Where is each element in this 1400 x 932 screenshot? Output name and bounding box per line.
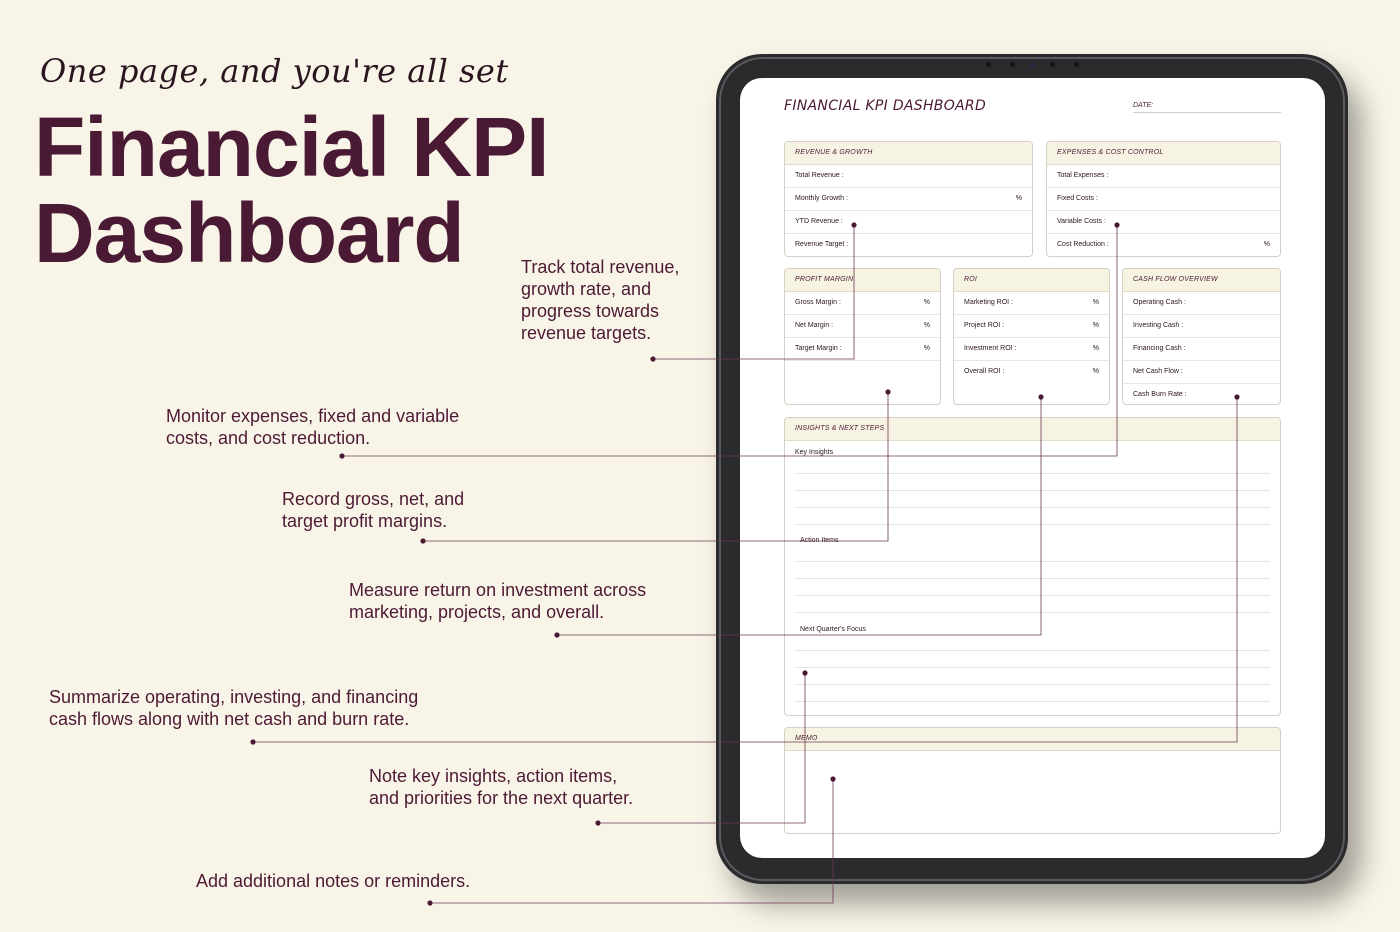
field-label: Gross Margin : (795, 299, 841, 306)
insights-panel (784, 417, 1281, 716)
writing-line[interactable] (795, 561, 1270, 562)
revenue-field-growth[interactable] (785, 188, 1032, 211)
key-insights-label: Key Insights (795, 449, 834, 456)
title-line-2: Dashboard (34, 186, 464, 280)
writing-line[interactable] (795, 473, 1270, 474)
field-unit: % (1015, 195, 1022, 202)
roi-field-marketing[interactable] (954, 292, 1109, 315)
callout-text: Measure return on investment across (349, 580, 647, 600)
callout-text: Summarize operating, investing, and financing (49, 687, 419, 707)
tablet-device (716, 54, 1348, 884)
roi-field-project[interactable] (954, 315, 1109, 338)
margin-field-blank[interactable] (785, 361, 940, 383)
field-unit: % (923, 322, 930, 329)
connector-dot (339, 453, 344, 458)
expenses-field-fixed[interactable] (1047, 188, 1280, 211)
field-label: Financing Cash : (1133, 345, 1186, 352)
field-label: Total Expenses : (1057, 172, 1109, 179)
field-label: Total Revenue : (795, 172, 844, 179)
callout-insights (369, 765, 633, 809)
callout-memo (196, 870, 470, 892)
callout-text: Record gross, net, and (282, 489, 465, 509)
field-label: Marketing ROI : (964, 299, 1014, 306)
connector-dot (250, 739, 255, 744)
title-line-1: Financial KPI (34, 100, 549, 194)
callout-expenses (166, 405, 459, 449)
writing-line[interactable] (795, 524, 1270, 525)
margin-field-target[interactable] (785, 338, 940, 361)
memo-area[interactable] (785, 751, 1280, 833)
memo-panel (784, 727, 1281, 834)
cash-field-net[interactable] (1123, 361, 1280, 384)
field-unit: % (923, 299, 930, 306)
cash-field-investing[interactable] (1123, 315, 1280, 338)
callout-text: costs, and cost reduction. (166, 428, 371, 448)
expenses-field-total[interactable] (1047, 165, 1280, 188)
writing-line[interactable] (795, 684, 1270, 685)
action-items-label: Action Items (800, 537, 839, 544)
panel-header: PROFIT MARGIN (785, 269, 940, 292)
expenses-panel (1046, 141, 1281, 257)
panel-header: REVENUE & GROWTH (785, 142, 1032, 165)
revenue-field-target[interactable] (785, 234, 1032, 256)
callout-cashflow (49, 686, 418, 730)
callout-text: target profit margins. (282, 511, 448, 531)
field-label: Variable Costs : (1057, 218, 1106, 225)
callout-margin (282, 488, 464, 532)
field-label: Fixed Costs : (1057, 195, 1098, 202)
callout-text: marketing, projects, and overall. (349, 602, 605, 622)
revenue-field-ytd[interactable] (785, 211, 1032, 234)
cash-flow-panel (1122, 268, 1281, 405)
field-label: Monthly Growth : (795, 195, 848, 202)
field-unit: % (1092, 299, 1099, 306)
writing-line[interactable] (795, 507, 1270, 508)
field-unit: % (1092, 322, 1099, 329)
callout-text: growth rate, and (521, 279, 652, 299)
roi-field-overall[interactable] (954, 361, 1109, 383)
writing-line[interactable] (795, 490, 1270, 491)
writing-line[interactable] (795, 612, 1270, 613)
expenses-field-variable[interactable] (1047, 211, 1280, 234)
camera-icon (986, 62, 1096, 68)
callout-text: revenue targets. (521, 323, 652, 343)
field-label: Cost Reduction : (1057, 241, 1109, 248)
panel-header: INSIGHTS & NEXT STEPS (785, 418, 1280, 441)
connector-dot (427, 900, 432, 905)
cash-field-burn[interactable] (1123, 384, 1280, 405)
page-title (34, 100, 549, 280)
writing-line[interactable] (795, 667, 1270, 668)
cash-field-financing[interactable] (1123, 338, 1280, 361)
callout-revenue (521, 256, 679, 344)
field-label: YTD Revenue : (795, 218, 843, 225)
document-title: FINANCIAL KPI DASHBOARD (784, 98, 987, 114)
connector-dot (554, 632, 559, 637)
revenue-panel (784, 141, 1033, 257)
field-unit: % (1092, 345, 1099, 352)
field-label: Overall ROI : (964, 368, 1005, 375)
callout-roi (349, 579, 646, 623)
field-label: Project ROI : (964, 322, 1005, 329)
callout-text: and priorities for the next quarter. (369, 788, 634, 808)
roi-field-investment[interactable] (954, 338, 1109, 361)
writing-line[interactable] (795, 578, 1270, 579)
profit-margin-panel (784, 268, 941, 405)
connector-dot (420, 538, 425, 543)
cash-field-operating[interactable] (1123, 292, 1280, 315)
field-label: Target Margin : (795, 345, 842, 352)
callout-text: Add additional notes or reminders. (196, 871, 471, 891)
field-label: Revenue Target : (795, 241, 849, 248)
field-label: Net Margin : (795, 322, 834, 329)
field-label: Operating Cash : (1133, 299, 1186, 306)
panel-header: EXPENSES & COST CONTROL (1047, 142, 1280, 165)
margin-field-net[interactable] (785, 315, 940, 338)
tablet-screen (740, 78, 1325, 858)
callout-text: Track total revenue, (521, 257, 680, 277)
field-unit: % (1092, 368, 1099, 375)
field-unit: % (923, 345, 930, 352)
panel-header: MEMO (785, 728, 1280, 751)
panel-header: CASH FLOW OVERVIEW (1123, 269, 1280, 292)
callout-text: progress towards (521, 301, 660, 321)
revenue-field-total[interactable] (785, 165, 1032, 188)
writing-line[interactable] (795, 650, 1270, 651)
date-field[interactable]: DATE: (1133, 102, 1281, 113)
callout-text: Monitor expenses, fixed and variable (166, 406, 460, 426)
writing-line[interactable] (795, 701, 1270, 702)
writing-line[interactable] (795, 595, 1270, 596)
connector-dot (595, 820, 600, 825)
field-label: Net Cash Flow : (1133, 368, 1183, 375)
tagline: One page, and you're all set (40, 52, 509, 90)
field-label: Cash Burn Rate : (1133, 391, 1187, 398)
next-quarter-label: Next Quarter's Focus (800, 626, 866, 633)
field-label: Investment ROI : (964, 345, 1017, 352)
callout-text: cash flows along with net cash and burn rate. (49, 709, 410, 729)
margin-field-gross[interactable] (785, 292, 940, 315)
connector-dot (650, 356, 655, 361)
field-label: Investing Cash : (1133, 322, 1184, 329)
field-unit: % (1263, 241, 1270, 248)
panel-header: ROI (954, 269, 1109, 292)
roi-panel (953, 268, 1110, 405)
expenses-field-reduction[interactable] (1047, 234, 1280, 256)
callout-text: Note key insights, action items, (369, 766, 618, 786)
